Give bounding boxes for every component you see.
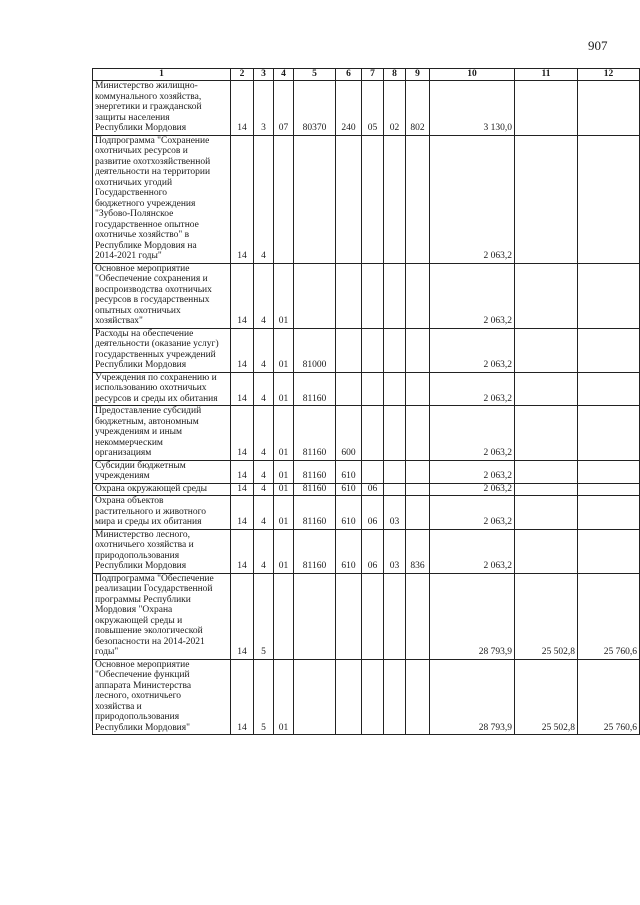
row-name: Охрана объектов растительного и животного мира и среды их обитания [95,496,207,527]
table-cell [515,135,578,263]
column-header: 4 [274,69,294,81]
table-cell [406,372,430,406]
row-name: Основное мероприятие "Обеспечение функций аппарата Министерства лесного, охотничьего хозяйства и природопользования Республики Мордовия" [95,659,192,733]
row-name-cell [93,328,231,372]
table-cell: 836 [406,529,430,573]
table-cell: 4 [254,263,274,328]
table-cell: 06 [362,483,384,496]
table-cell [362,460,384,483]
table-cell [362,573,384,659]
table-cell [578,263,640,328]
table-cell [384,573,406,659]
table-cell: 03 [384,496,406,530]
table-cell: 14 [231,529,254,573]
table-cell [578,81,640,136]
row-name: Предоставление субсидий бюджетным, автономным учреждениям и иным некоммерческим организациям [95,406,202,458]
table-cell: 5 [254,659,274,735]
table-cell [384,135,406,263]
table-cell [406,483,430,496]
table-cell [578,372,640,406]
table-cell: 81160 [294,460,336,483]
table-cell: 802 [406,81,430,136]
table-cell: 25 502,8 [515,659,578,735]
table-row [93,460,640,483]
table-cell [406,659,430,735]
table-cell: 4 [254,460,274,483]
row-name: Охрана окружающей среды [95,483,208,494]
table-cell: 14 [231,263,254,328]
table-cell [578,135,640,263]
table-cell: 81160 [294,406,336,461]
table-cell: 3 130,0 [430,81,515,136]
table-cell: 01 [274,372,294,406]
table-cell [384,460,406,483]
row-name-cell [93,460,231,483]
table-cell [578,406,640,461]
table-cell: 81160 [294,483,336,496]
table-cell: 4 [254,483,274,496]
column-header: 10 [430,69,515,81]
table-cell: 4 [254,372,274,406]
column-header: 8 [384,69,406,81]
table-row [93,372,640,406]
table-cell [274,135,294,263]
table-cell [336,659,362,735]
table-cell: 01 [274,659,294,735]
table-cell: 2 063,2 [430,135,515,263]
row-name: Министерство жилищно- коммунального хозяйства, энергетики и гражданской защиты населения Республики Мордовия [95,81,202,133]
table-cell [406,263,430,328]
table-cell: 4 [254,529,274,573]
table-row [93,573,640,659]
table-cell [362,328,384,372]
table-row [93,81,640,136]
table-cell [294,135,336,263]
table-cell: 2 063,2 [430,372,515,406]
table-cell [578,496,640,530]
table-cell: 02 [384,81,406,136]
table-cell [384,483,406,496]
table-row [93,135,640,263]
table-cell [515,81,578,136]
table-cell [578,460,640,483]
page-number: 907 [588,38,608,53]
table-cell: 2 063,2 [430,529,515,573]
table-cell: 14 [231,659,254,735]
table-cell: 610 [336,529,362,573]
table-cell [362,372,384,406]
table-row [93,496,640,530]
table-cell: 14 [231,81,254,136]
row-name-cell [93,263,231,328]
row-name-cell [93,135,231,263]
table-cell [336,328,362,372]
row-name: Расходы на обеспечение деятельности (оказание услуг) государственных учреждений Республики Мордовия [95,328,219,370]
row-name: Учреждения по сохранению и использованию охотничьих ресурсов и среды их обитания [95,372,218,404]
table-cell [515,328,578,372]
table-cell: 07 [274,81,294,136]
table-cell: 14 [231,372,254,406]
table-cell [515,483,578,496]
table-cell [362,135,384,263]
column-header: 2 [231,69,254,81]
table-row [93,263,640,328]
table-cell [406,328,430,372]
column-header: 12 [578,69,640,81]
table-cell [515,460,578,483]
table-cell: 240 [336,81,362,136]
table-cell: 2 063,2 [430,328,515,372]
table-row [93,406,640,461]
row-name-cell [93,81,231,136]
budget-table [92,68,640,735]
table-cell [362,659,384,735]
table-cell: 14 [231,135,254,263]
table-cell [406,460,430,483]
column-header: 6 [336,69,362,81]
table-cell: 81160 [294,496,336,530]
table-cell: 28 793,9 [430,573,515,659]
table-cell: 01 [274,496,294,530]
row-name-cell [93,483,231,496]
table-cell: 610 [336,460,362,483]
table-cell [336,263,362,328]
table-cell [515,406,578,461]
table-cell [515,263,578,328]
row-name-cell [93,659,231,735]
table-cell: 610 [336,496,362,530]
table-cell [384,263,406,328]
table-cell: 14 [231,406,254,461]
row-name-cell [93,372,231,406]
table-body [93,81,640,735]
table-cell: 01 [274,460,294,483]
table-cell [384,659,406,735]
row-name-cell [93,496,231,530]
table-cell: 81160 [294,372,336,406]
table-row [93,328,640,372]
table-cell [362,263,384,328]
table-row [93,483,640,496]
table-cell: 3 [254,81,274,136]
table-cell [406,496,430,530]
table-cell [406,406,430,461]
table-cell: 4 [254,135,274,263]
table-cell: 80370 [294,81,336,136]
row-name-cell [93,573,231,659]
row-name: Основное мероприятие "Обеспечение сохранения и воспроизводства охотничьих ресурсов в государственных опытных охотничьих хозяйствах" [95,263,212,326]
table-cell: 14 [231,483,254,496]
table-cell: 81000 [294,328,336,372]
table-cell: 06 [362,529,384,573]
table-cell: 03 [384,529,406,573]
column-header: 11 [515,69,578,81]
table-cell [578,529,640,573]
row-name: Министерство лесного, охотничьего хозяйства и природопользования Республики Мордовия [95,529,194,571]
table-cell [336,372,362,406]
row-name: Субсидии бюджетным учреждениям [95,460,186,481]
table-cell: 01 [274,529,294,573]
table-cell: 4 [254,496,274,530]
table-cell [515,496,578,530]
table-cell: 01 [274,328,294,372]
row-name: Подпрограмма "Обеспечение реализации Государственной программы Республики Мордовия "Охрана окружающей среды и повышение экологической безопасности на 2014-2021 годы" [95,573,214,657]
row-name-cell [93,529,231,573]
table-cell: 610 [336,483,362,496]
table-cell: 25 760,6 [578,573,640,659]
table-cell [294,659,336,735]
table-cell: 28 793,9 [430,659,515,735]
table-cell [384,372,406,406]
table-cell: 25 760,6 [578,659,640,735]
table-cell [294,573,336,659]
table-cell [515,529,578,573]
table-cell [384,406,406,461]
table-cell: 01 [274,483,294,496]
table-cell: 2 063,2 [430,460,515,483]
table-cell [515,372,578,406]
table-cell: 2 063,2 [430,263,515,328]
table-cell: 01 [274,263,294,328]
table-cell: 2 063,2 [430,496,515,530]
table-row [93,529,640,573]
table-cell [294,263,336,328]
table-cell: 01 [274,406,294,461]
table-cell [578,328,640,372]
table-cell: 25 502,8 [515,573,578,659]
table-cell [406,573,430,659]
table-cell: 14 [231,496,254,530]
header-row [93,69,640,81]
table-cell [274,573,294,659]
row-name: Подпрограмма "Сохранение охотничьих ресурсов и развитие охотхозяйственной деятельности на территории охотничьих угодий Государственного бюджетного учреждения "Зубово-Полянское государственное опытное охотничье хозяйство" в Республике Мордовия на 2014-2021 годы" [95,135,211,261]
column-header: 1 [93,69,231,81]
column-header: 9 [406,69,430,81]
table-cell: 4 [254,406,274,461]
table-cell: 81160 [294,529,336,573]
column-header: 5 [294,69,336,81]
table-cell: 600 [336,406,362,461]
table-cell: 5 [254,573,274,659]
table-cell: 06 [362,496,384,530]
column-header: 7 [362,69,384,81]
table-cell [362,406,384,461]
table-cell [384,328,406,372]
table-cell [406,135,430,263]
table-cell: 05 [362,81,384,136]
table-cell: 2 063,2 [430,406,515,461]
table-cell [336,135,362,263]
table-cell: 14 [231,460,254,483]
table-cell: 14 [231,573,254,659]
table-cell [336,573,362,659]
row-name-cell [93,406,231,461]
table-row [93,659,640,735]
table-cell: 4 [254,328,274,372]
table-cell: 14 [231,328,254,372]
column-header: 3 [254,69,274,81]
table-cell: 2 063,2 [430,483,515,496]
table-cell [578,483,640,496]
